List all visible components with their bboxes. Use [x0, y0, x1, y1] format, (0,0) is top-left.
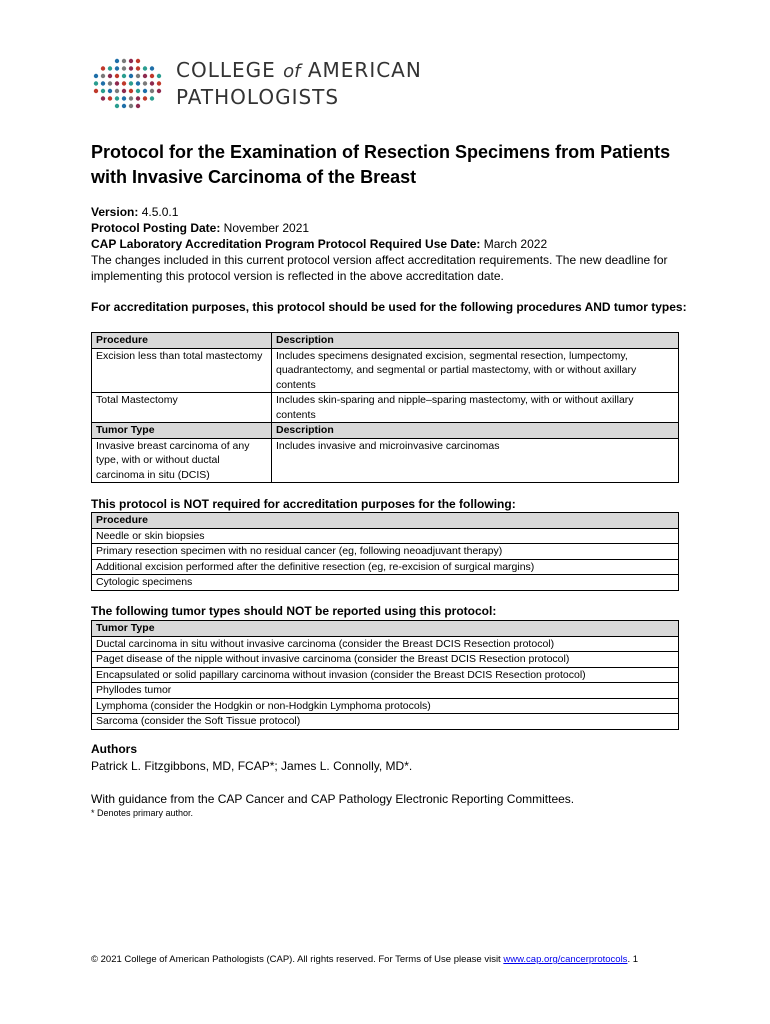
logo-dot [94, 81, 98, 85]
table-row [92, 652, 679, 668]
protocol-meta [91, 204, 691, 284]
tumor-description: Includes invasive and microinvasive carcinomas [272, 438, 679, 483]
logo-dot [136, 104, 140, 108]
logo-dot [150, 81, 154, 85]
logo-dot [115, 96, 119, 100]
guidance-text: With guidance from the CAP Cancer and CAP Pathology Electronic Reporting Committees. [91, 792, 575, 806]
logo-dot [136, 89, 140, 93]
procedure-name: Total Mastectomy [92, 393, 272, 423]
logo-dot [94, 74, 98, 78]
logo-dot [122, 96, 126, 100]
tumor-name: Invasive breast carcinoma of any type, with or without ductal carcinoma in situ (DCIS) [92, 438, 272, 483]
table-row [92, 528, 679, 544]
tumor-description-header: Description [272, 423, 679, 439]
logo-dot [129, 59, 133, 63]
logo-dot [115, 66, 119, 70]
table-cell: Encapsulated or solid papillary carcinoma without invasion (consider the Breast DCIS Resection protocol) [92, 667, 679, 683]
table-cell: Phyllodes tumor [92, 683, 679, 699]
logo-dot [136, 74, 140, 78]
table-row [92, 348, 679, 393]
table-cell: Lymphoma (consider the Hodgkin or non-Hodgkin Lymphoma protocols) [92, 698, 679, 714]
logo-dot [136, 59, 140, 63]
authors-heading: Authors [91, 742, 137, 756]
table-header-row [92, 423, 679, 439]
table-row [92, 667, 679, 683]
logo-word-american: AMERICAN [307, 58, 422, 82]
logo-dot [150, 89, 154, 93]
not-reported-heading: The following tumor types should NOT be reported using this protocol: [91, 604, 497, 618]
table-cell: Sarcoma (consider the Soft Tissue protocol) [92, 714, 679, 730]
logo-dot [101, 81, 105, 85]
procedure-header: Procedure [92, 333, 272, 349]
logo-dot [129, 96, 133, 100]
logo-dot [115, 104, 119, 108]
table-row [92, 714, 679, 730]
logo-dot [136, 96, 140, 100]
posting-date-line [91, 220, 691, 236]
table-row [92, 393, 679, 423]
primary-author-footnote: * Denotes primary author. [91, 808, 194, 818]
logo-dot [115, 74, 119, 78]
page-title: Protocol for the Examination of Resection Specimens from Patients with Invasive Carcinoma of the Breast [91, 142, 671, 187]
tumor-type-header: Tumor Type [92, 423, 272, 439]
logo-dot [122, 81, 126, 85]
accreditation-table [91, 332, 679, 483]
table-cell: Ductal carcinoma in situ without invasive carcinoma (consider the Breast DCIS Resection protocol) [92, 636, 679, 652]
table-cell: Additional excision performed after the definitive resection (eg, re-excision of surgical margins) [92, 559, 679, 575]
logo-dot [150, 74, 154, 78]
logo-dot [108, 96, 112, 100]
not-required-table [91, 512, 679, 591]
logo-word-college: COLLEGE [176, 58, 276, 82]
logo-dot [115, 81, 119, 85]
logo-dot [108, 89, 112, 93]
logo-dot [108, 66, 112, 70]
table-row [92, 698, 679, 714]
logo-dot [122, 104, 126, 108]
copyright-text: © 2021 College of American Pathologists (CAP). All rights reserved. For Terms of Use please visit [91, 954, 504, 965]
logo-dot [115, 59, 119, 63]
logo-dot [157, 89, 161, 93]
cap-logo [92, 56, 422, 112]
logo-word-of: of [283, 61, 301, 82]
authors-names: Patrick L. Fitzgibbons, MD, FCAP*; James L. Connolly, MD*. [91, 759, 413, 773]
logo-dot [143, 96, 147, 100]
logo-dot [101, 74, 105, 78]
table-header-row [92, 621, 679, 637]
cancer-protocols-link[interactable]: www.cap.org/cancerprotocols [503, 954, 628, 965]
table-header-row [92, 513, 679, 529]
description-header: Description [272, 333, 679, 349]
accreditation-heading: For accreditation purposes, this protocol should be used for the following procedures AND tumor types: [91, 300, 687, 314]
not-required-heading: This protocol is NOT required for accreditation purposes for the following: [91, 497, 516, 511]
table-row [92, 544, 679, 560]
logo-dot [115, 89, 119, 93]
authors-section [91, 741, 412, 775]
logo-dot [157, 81, 161, 85]
page-footer [91, 953, 681, 966]
table-row [92, 683, 679, 699]
procedure-header: Procedure [92, 513, 679, 529]
tumor-type-header: Tumor Type [92, 621, 679, 637]
table-cell: Cytologic specimens [92, 575, 679, 591]
not-reported-table [91, 620, 679, 730]
logo-dot [101, 66, 105, 70]
logo-dot [122, 89, 126, 93]
logo-dots-icon [92, 56, 162, 112]
logo-dot [129, 89, 133, 93]
logo-dot [101, 96, 105, 100]
logo-dot [129, 81, 133, 85]
procedure-name: Excision less than total mastectomy [92, 348, 272, 393]
page-number: . 1 [627, 954, 638, 965]
logo-dot [136, 66, 140, 70]
logo-dot [108, 81, 112, 85]
posting-value: November 2021 [220, 221, 310, 235]
version-value: 4.5.0.1 [138, 205, 179, 219]
logo-dot [122, 74, 126, 78]
logo-dot [136, 81, 140, 85]
table-row [92, 559, 679, 575]
accreditation-note: The changes included in this current protocol version affect accreditation requirements. The new deadline for implementing this protocol version is reflected in the above accreditation date. [91, 253, 668, 283]
logo-dot [108, 74, 112, 78]
logo-dot [150, 96, 154, 100]
logo-dot [157, 74, 161, 78]
table-row [92, 636, 679, 652]
logo-wordmark [176, 58, 422, 110]
logo-word-pathologists: PATHOLOGISTS [176, 85, 340, 109]
logo-dot [129, 104, 133, 108]
required-label: CAP Laboratory Accreditation Program Protocol Required Use Date: [91, 237, 481, 251]
logo-dot [143, 74, 147, 78]
table-cell: Paget disease of the nipple without invasive carcinoma (consider the Breast DCIS Resection protocol) [92, 652, 679, 668]
logo-dot [101, 89, 105, 93]
logo-dot [143, 89, 147, 93]
logo-dot [122, 66, 126, 70]
logo-dot [122, 59, 126, 63]
table-cell: Primary resection specimen with no residual cancer (eg, following neoadjuvant therapy) [92, 544, 679, 560]
table-row [92, 438, 679, 483]
logo-dot [129, 74, 133, 78]
logo-dot [143, 66, 147, 70]
logo-dot [94, 89, 98, 93]
logo-dot [150, 66, 154, 70]
required-value: March 2022 [480, 237, 548, 251]
procedure-description: Includes specimens designated excision, segmental resection, lumpectomy, quadrantectomy, and segmental or partial mastectomy, with or without axillary contents [272, 348, 679, 393]
posting-label: Protocol Posting Date: [91, 221, 221, 235]
version-line [91, 204, 691, 220]
table-cell: Needle or skin biopsies [92, 528, 679, 544]
procedure-description: Includes skin-sparing and nipple–sparing mastectomy, with or without axillary contents [272, 393, 679, 423]
version-label: Version: [91, 205, 139, 219]
required-date-line [91, 236, 691, 252]
logo-dot [129, 66, 133, 70]
logo-dot [143, 81, 147, 85]
table-header-row [92, 333, 679, 349]
table-row [92, 575, 679, 591]
